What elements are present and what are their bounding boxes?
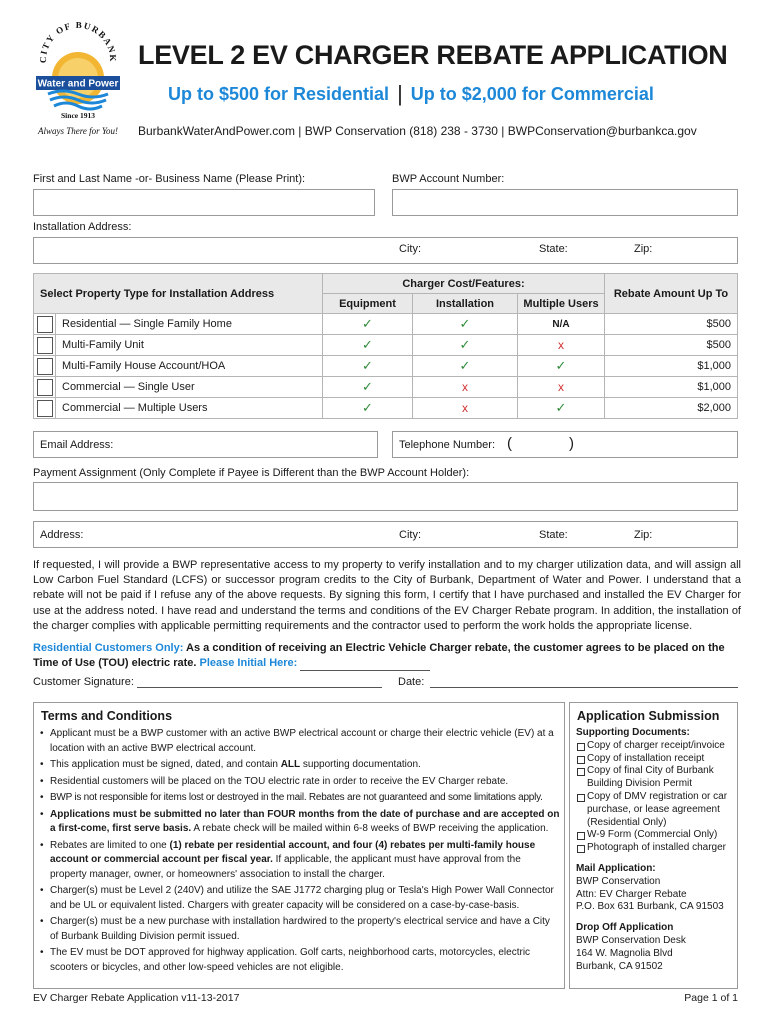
submission-heading: Application Submission <box>577 709 720 723</box>
multiple-users-header: Multiple Users <box>518 294 605 314</box>
property-label: Residential — Single Family Home <box>56 314 323 335</box>
residential-notice-body: As a condition of receiving an Electric Vehicle Charger rebate, the customer agrees to be placed on the Time of Use (TOU) electric rate. <box>33 642 725 669</box>
drop-line: Burbank, CA 91502 <box>576 960 663 972</box>
table-row <box>34 398 738 419</box>
rebate-amount: $500 <box>605 314 738 335</box>
equipment-check-icon: ✓ <box>323 377 413 398</box>
date-label: Date: <box>398 676 425 688</box>
submission-box <box>569 702 738 989</box>
area-code-close: ) <box>569 435 574 452</box>
rebate-subtitle <box>168 80 654 106</box>
email-label: Email Address: <box>40 439 114 451</box>
list-item: • Rebates are limited to one (1) rebate per residential account, and four (4) rebates per multi-family house account or commercial account per fiscal year. If applicable, the applicant must have approval from the property manager, owner, or homeowners' association to install the charger. <box>40 839 560 883</box>
property-type-table <box>33 273 738 419</box>
account-number-field[interactable] <box>392 189 738 216</box>
equipment-header: Equipment <box>323 294 413 314</box>
doc-checklist-item: Copy of charger receipt/invoice <box>576 740 736 753</box>
payee-address-field[interactable] <box>33 521 738 548</box>
supporting-docs-heading: Supporting Documents: <box>576 727 690 738</box>
zip-label: Zip: <box>634 243 653 255</box>
installation-address-field[interactable] <box>33 237 738 264</box>
list-item: • Applications must be submitted no later than FOUR months from the date of purchase and are accepted on a first-come, first serve basis. A rebate check will be mailed within 6-8 weeks of BWP receiving the application. <box>40 808 560 837</box>
account-label: BWP Account Number: <box>392 173 505 185</box>
list-item: • Charger(s) must be Level 2 (240V) and utilize the SAE J1772 charging plug or Tesla's High Power Wall Connector and be UL or equivalent listed. Chargers with greater capacity will be considered on a case-by-case-basis. <box>40 884 560 913</box>
installation-header: Installation <box>413 294 518 314</box>
property-label: Commercial — Multiple Users <box>56 398 323 419</box>
payee-name-field[interactable] <box>33 482 738 511</box>
equipment-check-icon: ✓ <box>323 335 413 356</box>
table-row <box>34 314 738 335</box>
cost-header: Charger Cost/Features: <box>323 274 605 294</box>
drop-line: BWP Conservation Desk <box>576 934 686 946</box>
list-item: • The EV must be DOT approved for highway application. Golf carts, neighborhood carts, motorcycles, electric scooters or bicycles, and other low-speed vehicles are not eligible. <box>40 946 560 975</box>
installation-check-icon: ✓ <box>413 314 518 335</box>
rebate-amount: $1,000 <box>605 356 738 377</box>
list-item: • Residential customers will be placed on the TOU electric rate in order to receive the EV Charger rebate. <box>40 775 560 790</box>
list-item: • This application must be signed, dated, and contain ALL supporting documentation. <box>40 758 560 773</box>
payee-address-label: Address: <box>40 529 84 541</box>
installation-check-icon: ✓ <box>413 335 518 356</box>
residential-rebate: Up to $500 for Residential <box>168 84 390 104</box>
contact-line: BurbankWaterAndPower.com | BWP Conservation (818) 238 - 3730 | BWPConservation@burbankca.gov <box>138 124 697 138</box>
mail-line: Attn: EV Charger Rebate <box>576 888 687 900</box>
list-item: • Applicant must be a BWP customer with an active BWP electrical account or charge their electric vehicle (EV) at a location with an active BWP electrical account. <box>40 727 560 756</box>
drop-line: 164 W. Magnolia Blvd <box>576 947 673 959</box>
multiple-users-check-icon: ✓ <box>518 398 605 419</box>
rebate-header: Rebate Amount Up To <box>605 274 738 314</box>
residential-notice-lead: Residential Customers Only: <box>33 642 184 654</box>
submission-details <box>576 727 736 973</box>
rebate-amount: $500 <box>605 335 738 356</box>
name-label: First and Last Name -or- Business Name (Please Print): <box>33 173 306 185</box>
state-label: State: <box>539 243 568 255</box>
terms-list <box>40 727 560 977</box>
installation-check-icon: ✓ <box>413 356 518 377</box>
drop-heading: Drop Off Application <box>576 922 674 934</box>
initial-label: Please Initial Here: <box>199 657 298 669</box>
telephone-field[interactable] <box>392 431 738 458</box>
form-version: EV Charger Rebate Application v11-13-2017 <box>33 992 240 1004</box>
doc-checklist-item: Copy of DMV registration or car purchase, or lease agreement (Residential Only) <box>576 791 736 829</box>
property-checkbox[interactable] <box>34 377 56 398</box>
table-row <box>34 356 738 377</box>
signature-label: Customer Signature: <box>33 676 134 688</box>
terms-heading: Terms and Conditions <box>41 709 173 723</box>
installation-cross-icon: x <box>413 398 518 419</box>
table-row <box>34 335 738 356</box>
initial-field[interactable] <box>300 659 430 671</box>
property-checkbox[interactable] <box>34 335 56 356</box>
multiple-users-cross-icon: x <box>518 377 605 398</box>
logo-arc-text: CITY OF BURBANK <box>37 20 119 64</box>
logo-name: Water and Power <box>37 78 119 90</box>
bwp-logo <box>32 20 124 138</box>
commercial-rebate: Up to $2,000 for Commercial <box>410 84 654 104</box>
rebate-amount: $2,000 <box>605 398 738 419</box>
doc-checklist-item: Copy of installation receipt <box>576 753 736 766</box>
telephone-label: Telephone Number: <box>399 439 496 451</box>
name-field[interactable] <box>33 189 375 216</box>
mail-heading: Mail Application: <box>576 862 656 874</box>
terms-box <box>33 702 565 989</box>
mail-line: P.O. Box 631 Burbank, CA 91503 <box>576 901 724 913</box>
mail-line: BWP Conservation <box>576 875 661 887</box>
property-label: Multi-Family House Account/HOA <box>56 356 323 377</box>
email-field[interactable] <box>33 431 378 458</box>
equipment-check-icon: ✓ <box>323 356 413 377</box>
payee-state-label: State: <box>539 529 568 541</box>
logo-since: Since 1913 <box>61 111 95 120</box>
list-item: • Charger(s) must be a new purchase with installation hardwired to the property's electrical service and have a City of Burbank Building Division permit issued. <box>40 915 560 944</box>
payee-city-label: City: <box>399 529 421 541</box>
equipment-check-icon: ✓ <box>323 314 413 335</box>
table-row <box>34 377 738 398</box>
doc-checklist-item: Copy of final City of Burbank Building Division Permit <box>576 765 736 791</box>
subtitle-separator: | <box>397 81 403 106</box>
signature-field[interactable] <box>137 676 382 688</box>
property-checkbox[interactable] <box>34 398 56 419</box>
property-checkbox[interactable] <box>34 314 56 335</box>
installation-cross-icon: x <box>413 377 518 398</box>
property-checkbox[interactable] <box>34 356 56 377</box>
date-field[interactable] <box>430 676 738 688</box>
payee-zip-label: Zip: <box>634 529 653 541</box>
city-label: City: <box>399 243 421 255</box>
installation-address-label: Installation Address: <box>33 221 132 233</box>
residential-notice <box>33 641 741 671</box>
doc-checklist-item: Photograph of installed charger <box>576 842 736 855</box>
certification-text: If requested, I will provide a BWP representative access to my property to verify installation and to my charger utilization data, and will assign all Low Carbon Fuel Standard (LCFS) or successor program credits to the City of Burbank, Department of Water and Power. I understand that a rebate will not be paid if I refuse any of the above requests. By signing this form, I certify that I have purchased and installed the EV Charger for use at the address noted. I have read and understand the terms and conditions of the EV Charger Rebate program. In addition, the installation of the charger complies with applicable permitting requirements and the contractor used to perform the work holds the appropriate license. <box>33 559 741 632</box>
page-number: Page 1 of 1 <box>684 992 738 1004</box>
area-code-open: ( <box>507 435 512 452</box>
rebate-amount: $1,000 <box>605 377 738 398</box>
doc-checklist-item: W-9 Form (Commercial Only) <box>576 829 736 842</box>
logo-tagline: Always There for You! <box>37 126 119 136</box>
page-title: LEVEL 2 EV CHARGER REBATE APPLICATION <box>138 40 728 70</box>
multiple-users-check-icon: ✓ <box>518 356 605 377</box>
multiple-users-value: N/A <box>518 314 605 335</box>
payment-label: Payment Assignment (Only Complete if Payee is Different than the BWP Account Holder): <box>33 467 470 479</box>
equipment-check-icon: ✓ <box>323 398 413 419</box>
property-header: Select Property Type for Installation Address <box>34 274 323 314</box>
property-label: Multi-Family Unit <box>56 335 323 356</box>
list-item: • BWP is not responsible for items lost or destroyed in the mail. Rebates are not guaranteed and some limitations apply. <box>40 791 560 806</box>
property-label: Commercial — Single User <box>56 377 323 398</box>
multiple-users-cross-icon: x <box>518 335 605 356</box>
